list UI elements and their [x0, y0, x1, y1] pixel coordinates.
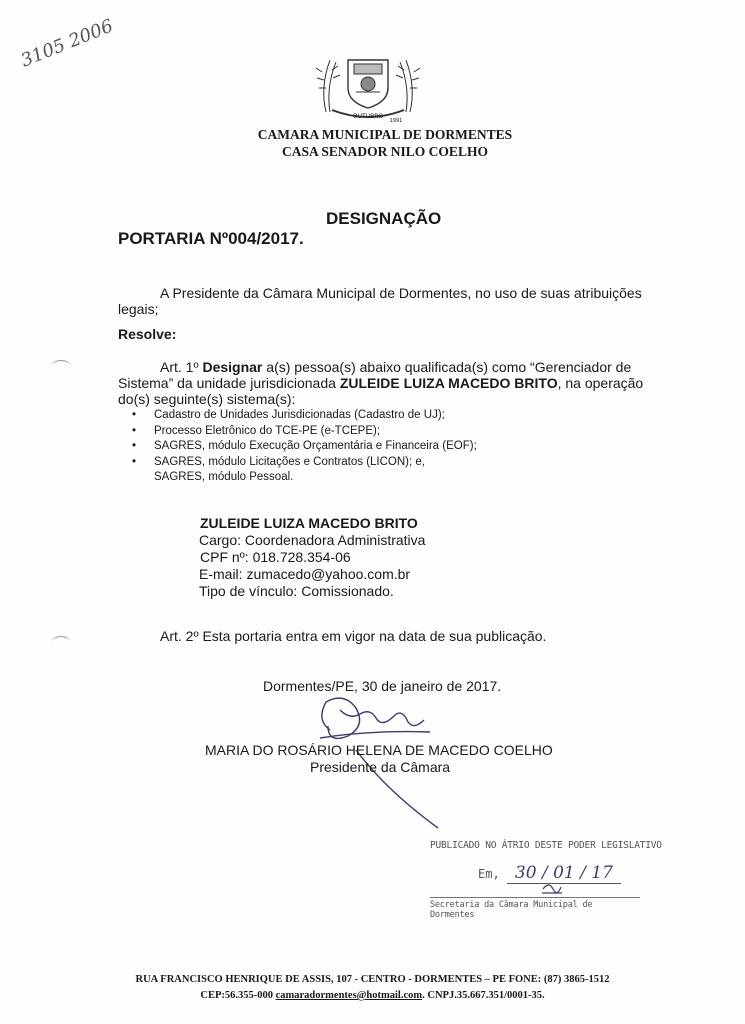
intro-line-2: legais; [118, 301, 159, 317]
intro-line-1: A Presidente da Câmara Municipal de Dormentes, no uso de suas atribuições [160, 285, 642, 301]
list-item: • Processo Eletrônico do TCE-PE (e-TCEPE); [132, 424, 477, 440]
stamp-line-1: PUBLICADO NO ÁTRIO DESTE PODER LEGISLATIVO [430, 840, 662, 851]
art1-line1-rest: a(s) pessoa(s) abaixo qualificada(s) como “Gerenciador de [266, 359, 632, 375]
person-email: E-mail: zumacedo@yahoo.com.br [199, 566, 411, 582]
punch-hole-top [52, 360, 70, 371]
stamp-em-label: Em, [478, 867, 500, 881]
list-item: • SAGRES, módulo Execução Orçamentária e Financeira (EOF); [132, 439, 477, 455]
person-cargo: Cargo: Coordenadora Administrativa [199, 532, 426, 548]
header-line-1: CAMARA MUNICIPAL DE DORMENTES [257, 127, 513, 142]
portaria-number: PORTARIA Nº004/2017. [118, 229, 304, 248]
list-item: SAGRES, módulo Pessoal. [154, 471, 294, 483]
art1-line2-a: Sistema” da unidade jurisdicionada [118, 375, 336, 391]
person-name: ZULEIDE LUIZA MACEDO BRITO [200, 515, 418, 531]
list-item: • SAGRES, módulo Licitações e Contratos (LICON); e, [132, 455, 477, 471]
municipal-crest-logo [312, 52, 424, 122]
list-item: • Cadastro de Unidades Jurisdicionadas (Cadastro de UJ); [132, 408, 477, 424]
publication-stamp [430, 840, 670, 920]
person-details [199, 532, 425, 600]
resolve-heading: Resolve: [118, 326, 177, 342]
handwritten-annotation: 3105 2006 [18, 15, 117, 72]
stamp-line-3: Secretaria da Câmara Municipal de Dormentes [430, 897, 640, 920]
person-cpf: CPF nº: 018.728.354-06 [200, 549, 351, 565]
art1-line2-b: , na operação [557, 375, 644, 391]
place-date: Dormentes/PE, 30 de janeiro de 2017. [263, 678, 502, 694]
art1-line3: do(s) seguinte(s) sistema(s): [118, 391, 296, 407]
footer-address: RUA FRANCISCO HENRIQUE DE ASSIS, 107 - CENTRO - DORMENTES – PE FONE: (87) 3865-1512 [135, 974, 610, 985]
header-line-2: CASA SENADOR NILO COELHO [282, 144, 488, 159]
article-2: Art. 2º Esta portaria entra em vigor na data de sua publicação. [160, 628, 547, 644]
art1-keyword: Designar [202, 359, 263, 375]
document-title: DESIGNAÇÃO [326, 209, 442, 228]
crest-year: 1991 [389, 118, 403, 122]
person-vinculo: Tipo de vínculo: Comissionado. [199, 583, 394, 599]
footer-email: camaradormentes@hotmail.com [275, 990, 423, 1001]
crest-ribbon-text: OUTUBRO [352, 113, 384, 120]
intro-paragraph [118, 285, 658, 317]
footer-cnpj: . CNPJ.35.667.351/0001-35. [422, 990, 545, 1001]
signer-name: MARIA DO ROSÁRIO HELENA DE MACEDO COELHO [205, 742, 553, 758]
stamp-date: 30 / 01 / 17 [507, 863, 621, 884]
punch-hole-bottom [52, 636, 70, 647]
article-1 [118, 359, 658, 407]
footer-cep: CEP:56.355-000 [200, 990, 273, 1001]
art1-name: ZULEIDE LUIZA MACEDO BRITO [339, 375, 558, 391]
systems-list [118, 408, 477, 486]
footer-contact [0, 990, 745, 1001]
signer-role: Presidente da Câmara [310, 759, 451, 775]
art1-prefix: Art. 1º [160, 359, 199, 375]
